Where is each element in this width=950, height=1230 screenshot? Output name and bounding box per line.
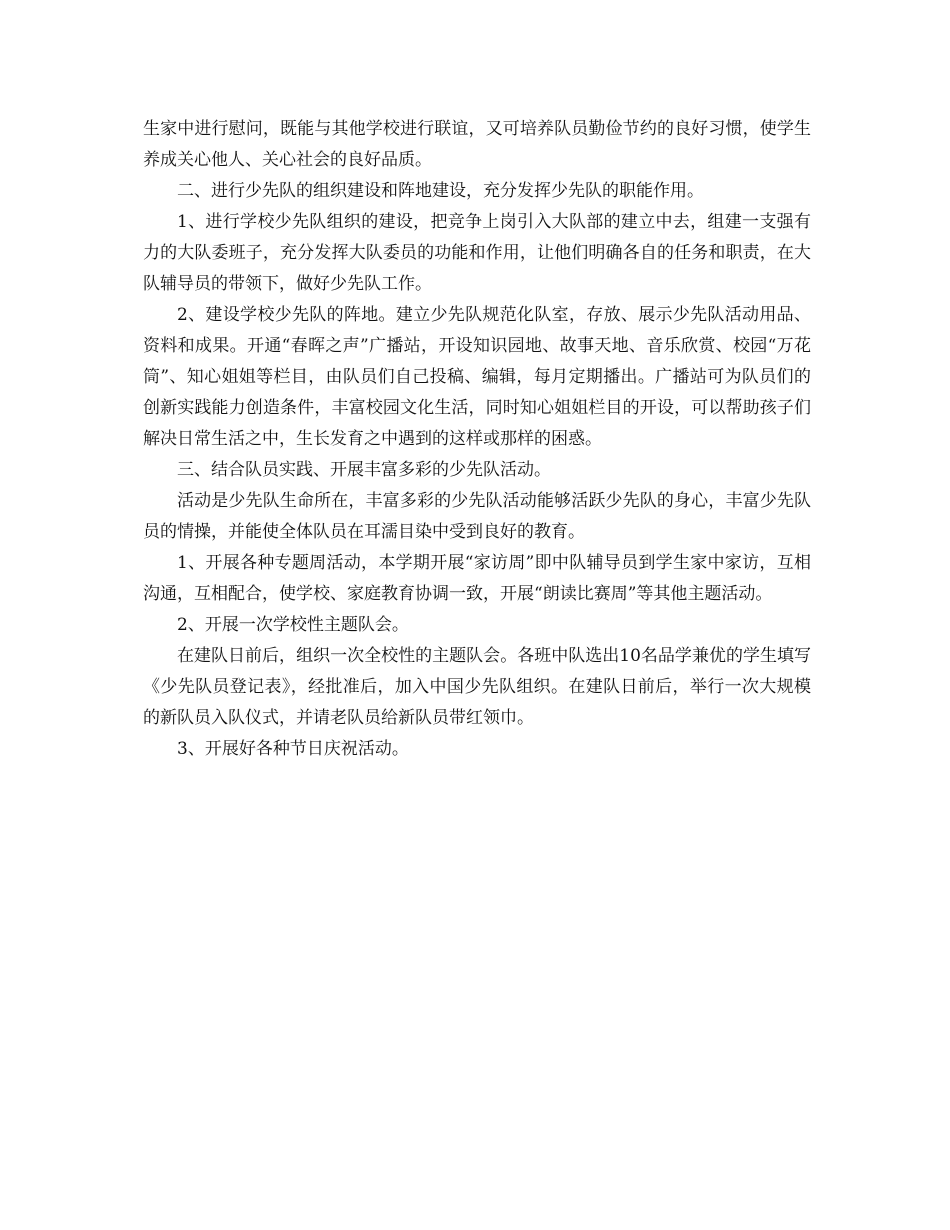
paragraph-continued: 生家中进行慰问，既能与其他学校进行联谊，又可培养队员勤俭节约的良好习惯，使学生养成关心他人、关心社会的良好品质。	[143, 119, 811, 170]
paragraph: 2、开展一次学校性主题队会。	[177, 615, 409, 635]
document-body	[143, 114, 811, 765]
paragraph: 1、开展各种专题周活动，本学期开展“家访周”即中队辅导员到学生家中家访，互相沟通，互相配合，使学校、家庭教育协调一致，开展“朗读比赛周”等其他主题活动。	[143, 553, 811, 604]
paragraph: 1、进行学校少先队组织的建设，把竞争上岗引入大队部的建立中去，组建一支强有力的大队委班子，充分发挥大队委员的功能和作用，让他们明确各自的任务和职责，在大队辅导员的带领下，做好少先队工作。	[143, 212, 811, 294]
section-heading-2: 二、进行少先队的组织建设和阵地建设，充分发挥少先队的职能作用。	[177, 181, 704, 201]
paragraph: 3、开展好各种节日庆祝活动。	[177, 739, 409, 759]
paragraph: 活动是少先队生命所在，丰富多彩的少先队活动能够活跃少先队的身心，丰富少先队员的情操，并能使全体队员在耳濡目染中受到良好的教育。	[143, 491, 811, 542]
paragraph: 在建队日前后，组织一次全校性的主题队会。各班中队选出10名品学兼优的学生填写《少先队员登记表》，经批准后，加入中国少先队组织。在建队日前后，举行一次大规模的新队员入队仪式，并请老队员给新队员带红领巾。	[143, 646, 811, 728]
paragraph: 2、建设学校少先队的阵地。建立少先队规范化队室，存放、展示少先队活动用品、资料和成果。开通“春晖之声”广播站，开设知识园地、故事天地、音乐欣赏、校园“万花筒”、知心姐姐等栏目，由队员们自己投稿、编辑，每月定期播出。广播站可为队员们的创新实践能力创造条件，丰富校园文化生活，同时知心姐姐栏目的开设，可以帮助孩子们解决日常生活之中，生长发育之中遇到的这样或那样的困惑。	[143, 305, 811, 449]
section-heading-3: 三、结合队员实践、开展丰富多彩的少先队活动。	[177, 460, 551, 480]
